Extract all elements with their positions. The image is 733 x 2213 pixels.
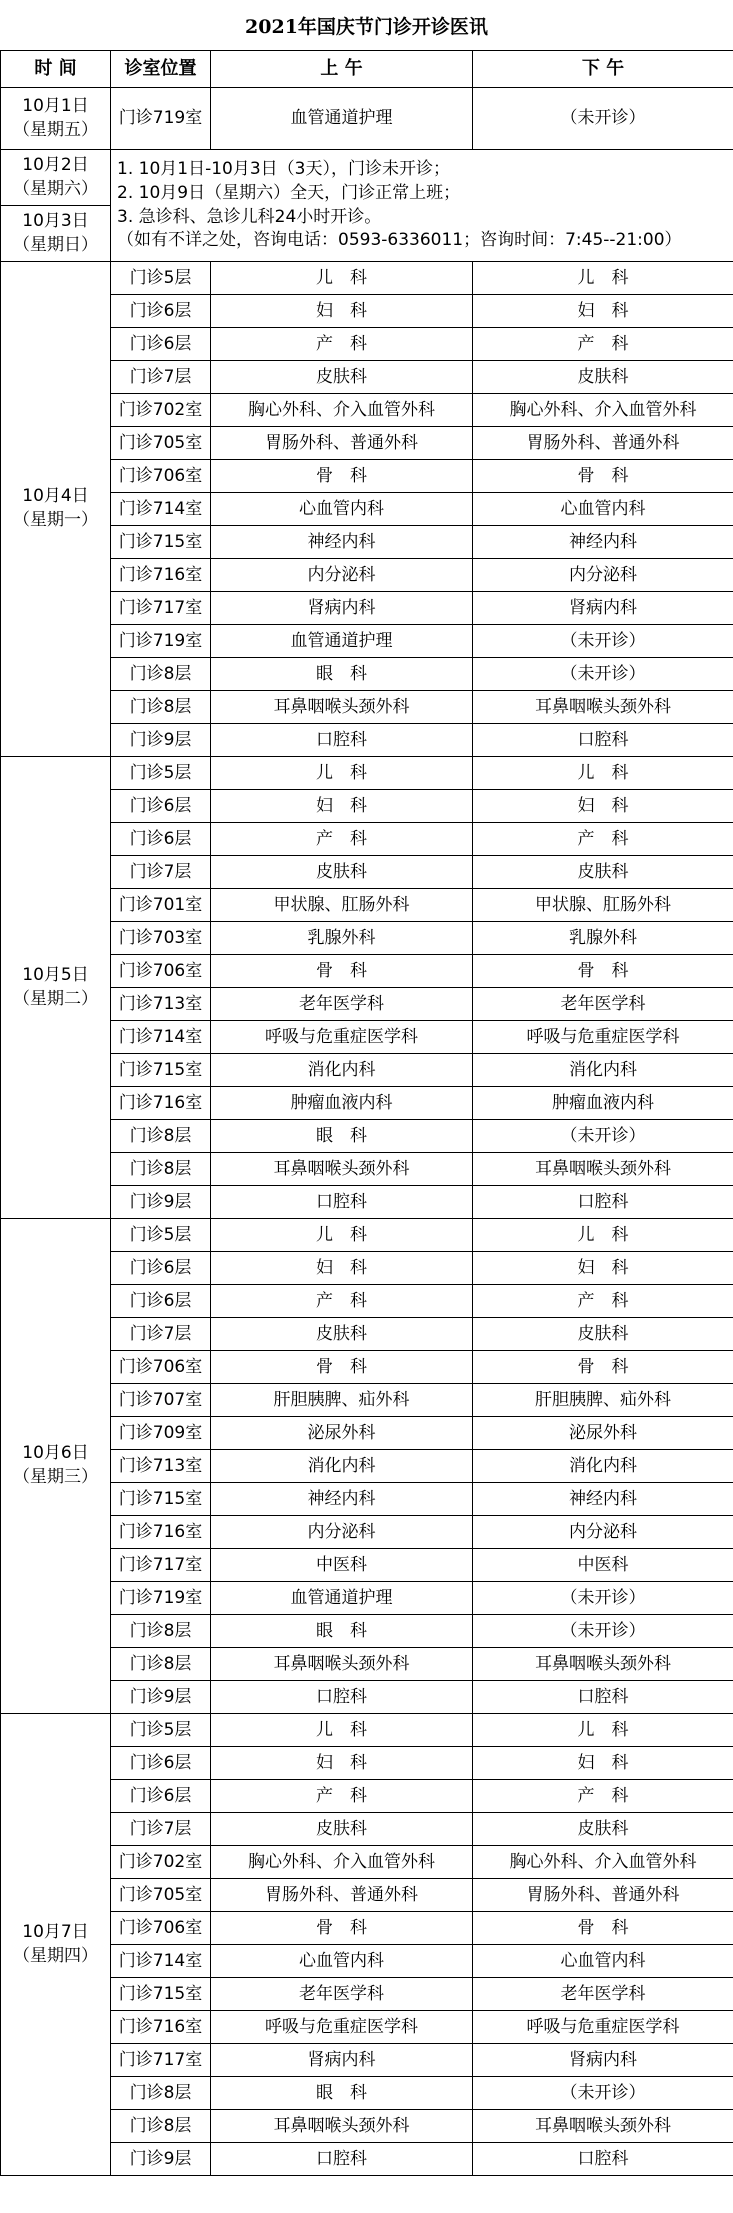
- pm-cell: 儿 科: [473, 757, 733, 790]
- room-cell: 门诊713室: [111, 1450, 211, 1483]
- schedule-row: [1, 1252, 733, 1285]
- schedule-row: [1, 592, 733, 625]
- schedule-row: [1, 1054, 733, 1087]
- am-cell: 皮肤科: [211, 361, 473, 394]
- schedule-row: [1, 1912, 733, 1945]
- am-cell: 甲状腺、肛肠外科: [211, 889, 473, 922]
- am-cell: 口腔科: [211, 1681, 473, 1714]
- schedule-row: [1, 1318, 733, 1351]
- schedule-row: [1, 394, 733, 427]
- schedule-row: [1, 1945, 733, 1978]
- room-cell: 门诊705室: [111, 1879, 211, 1912]
- room-cell: 门诊706室: [111, 1912, 211, 1945]
- am-cell: 胸心外科、介入血管外科: [211, 394, 473, 427]
- am-cell: 内分泌科: [211, 1516, 473, 1549]
- schedule-row: [1, 460, 733, 493]
- room-cell: 门诊716室: [111, 1516, 211, 1549]
- am-cell: 产 科: [211, 823, 473, 856]
- am-cell: 皮肤科: [211, 1318, 473, 1351]
- schedule-row: [1, 856, 733, 889]
- pm-cell: 耳鼻咽喉头颈外科: [473, 2110, 733, 2143]
- am-cell: 儿 科: [211, 1219, 473, 1252]
- schedule-row: [1, 2011, 733, 2044]
- room-cell: 门诊6层: [111, 790, 211, 823]
- room-cell: 门诊8层: [111, 691, 211, 724]
- am-cell: 消化内科: [211, 1450, 473, 1483]
- room-cell: 门诊717室: [111, 592, 211, 625]
- schedule-row: [1, 2110, 733, 2143]
- oct1-date-cell: [1, 88, 111, 150]
- pm-cell: 耳鼻咽喉头颈外科: [473, 691, 733, 724]
- room-cell: 门诊6层: [111, 295, 211, 328]
- schedule-row: [1, 691, 733, 724]
- oct2-date-cell: [1, 150, 111, 206]
- am-cell: 口腔科: [211, 1186, 473, 1219]
- am-cell: 老年医学科: [211, 988, 473, 1021]
- am-cell: 口腔科: [211, 2143, 473, 2176]
- oct1-room: 门诊719室: [111, 88, 211, 150]
- day-cell: [1, 1219, 111, 1714]
- room-cell: 门诊706室: [111, 1351, 211, 1384]
- holiday-notes: [111, 150, 733, 262]
- room-cell: 门诊707室: [111, 1384, 211, 1417]
- day-date: 10月5日: [22, 964, 89, 985]
- pm-cell: （未开诊）: [473, 2077, 733, 2110]
- pm-cell: 呼吸与危重症医学科: [473, 2011, 733, 2044]
- schedule-row: [1, 328, 733, 361]
- room-cell: 门诊715室: [111, 1054, 211, 1087]
- pm-cell: 心血管内科: [473, 1945, 733, 1978]
- schedule-row: [1, 2044, 733, 2077]
- am-cell: 泌尿外科: [211, 1417, 473, 1450]
- schedule-row: [1, 1450, 733, 1483]
- room-cell: 门诊5层: [111, 1219, 211, 1252]
- schedule-row: [1, 1978, 733, 2011]
- day-weekday: （星期二）: [13, 988, 98, 1009]
- room-cell: 门诊6层: [111, 1285, 211, 1318]
- room-cell: 门诊714室: [111, 1945, 211, 1978]
- pm-cell: 妇 科: [473, 1747, 733, 1780]
- room-cell: 门诊717室: [111, 1549, 211, 1582]
- am-cell: 肝胆胰脾、疝外科: [211, 1384, 473, 1417]
- am-cell: 老年医学科: [211, 1978, 473, 2011]
- header-room: 诊室位置: [111, 51, 211, 88]
- pm-cell: 呼吸与危重症医学科: [473, 1021, 733, 1054]
- am-cell: 皮肤科: [211, 1813, 473, 1846]
- room-cell: 门诊715室: [111, 1483, 211, 1516]
- am-cell: 神经内科: [211, 526, 473, 559]
- am-cell: 眼 科: [211, 2077, 473, 2110]
- am-cell: 肿瘤血液内科: [211, 1087, 473, 1120]
- am-cell: 儿 科: [211, 1714, 473, 1747]
- schedule-row: [1, 1483, 733, 1516]
- schedule-row: [1, 1681, 733, 1714]
- room-cell: 门诊7层: [111, 856, 211, 889]
- schedule-row: [1, 1780, 733, 1813]
- room-cell: 门诊715室: [111, 526, 211, 559]
- pm-cell: 老年医学科: [473, 1978, 733, 2011]
- schedule-row: [1, 262, 733, 295]
- room-cell: 门诊7层: [111, 361, 211, 394]
- schedule-row: [1, 1219, 733, 1252]
- am-cell: 眼 科: [211, 1615, 473, 1648]
- am-cell: 耳鼻咽喉头颈外科: [211, 1648, 473, 1681]
- oct3-date-cell: [1, 206, 111, 262]
- room-cell: 门诊5层: [111, 1714, 211, 1747]
- room-cell: 门诊716室: [111, 2011, 211, 2044]
- page-title: 2021年国庆节门诊开诊医讯: [245, 15, 488, 38]
- pm-cell: 产 科: [473, 328, 733, 361]
- am-cell: 呼吸与危重症医学科: [211, 1021, 473, 1054]
- pm-cell: 胃肠外科、普通外科: [473, 1879, 733, 1912]
- oct2-date: 10月2日: [22, 154, 89, 175]
- pm-cell: 胸心外科、介入血管外科: [473, 1846, 733, 1879]
- pm-cell: 骨 科: [473, 1912, 733, 1945]
- am-cell: 妇 科: [211, 1252, 473, 1285]
- schedule-row: [1, 295, 733, 328]
- am-cell: 眼 科: [211, 658, 473, 691]
- schedule-row: [1, 526, 733, 559]
- schedule-row: [1, 1648, 733, 1681]
- room-cell: 门诊6层: [111, 1780, 211, 1813]
- day-date: 10月7日: [22, 1921, 89, 1942]
- room-cell: 门诊6层: [111, 823, 211, 856]
- am-cell: 胸心外科、介入血管外科: [211, 1846, 473, 1879]
- room-cell: 门诊715室: [111, 1978, 211, 2011]
- room-cell: 门诊9层: [111, 2143, 211, 2176]
- room-cell: 门诊5层: [111, 757, 211, 790]
- schedule-row: [1, 724, 733, 757]
- am-cell: 产 科: [211, 1780, 473, 1813]
- pm-cell: 心血管内科: [473, 493, 733, 526]
- pm-cell: 肿瘤血液内科: [473, 1087, 733, 1120]
- room-cell: 门诊8层: [111, 1120, 211, 1153]
- am-cell: 皮肤科: [211, 856, 473, 889]
- pm-cell: 老年医学科: [473, 988, 733, 1021]
- schedule-row: [1, 1549, 733, 1582]
- schedule-row: [1, 1714, 733, 1747]
- pm-cell: 中医科: [473, 1549, 733, 1582]
- room-cell: 门诊719室: [111, 1582, 211, 1615]
- day-weekday: （星期四）: [13, 1945, 98, 1966]
- pm-cell: 肝胆胰脾、疝外科: [473, 1384, 733, 1417]
- schedule-row: [1, 757, 733, 790]
- am-cell: 神经内科: [211, 1483, 473, 1516]
- day-date: 10月4日: [22, 486, 89, 507]
- oct1-weekday: （星期五）: [13, 119, 98, 140]
- pm-cell: 内分泌科: [473, 1516, 733, 1549]
- am-cell: 呼吸与危重症医学科: [211, 2011, 473, 2044]
- am-cell: 骨 科: [211, 955, 473, 988]
- am-cell: 消化内科: [211, 1054, 473, 1087]
- room-cell: 门诊716室: [111, 559, 211, 592]
- am-cell: 妇 科: [211, 295, 473, 328]
- pm-cell: 妇 科: [473, 295, 733, 328]
- pm-cell: 消化内科: [473, 1054, 733, 1087]
- schedule-row: [1, 1747, 733, 1780]
- am-cell: 胃肠外科、普通外科: [211, 1879, 473, 1912]
- note-line: 2. 10月9日（星期六）全天，门诊正常上班；: [117, 182, 461, 203]
- pm-cell: 产 科: [473, 1285, 733, 1318]
- room-cell: 门诊713室: [111, 988, 211, 1021]
- oct1-pm: （未开诊）: [473, 88, 733, 150]
- am-cell: 中医科: [211, 1549, 473, 1582]
- pm-cell: 产 科: [473, 1780, 733, 1813]
- schedule-table: [0, 50, 733, 2176]
- schedule-row: [1, 2143, 733, 2176]
- am-cell: 心血管内科: [211, 1945, 473, 1978]
- oct1-row: [1, 88, 733, 150]
- header-am: 上 午: [211, 51, 473, 88]
- pm-cell: 胃肠外科、普通外科: [473, 427, 733, 460]
- pm-cell: 耳鼻咽喉头颈外科: [473, 1153, 733, 1186]
- room-cell: 门诊703室: [111, 922, 211, 955]
- pm-cell: （未开诊）: [473, 1582, 733, 1615]
- room-cell: 门诊8层: [111, 658, 211, 691]
- am-cell: 耳鼻咽喉头颈外科: [211, 2110, 473, 2143]
- day-cell: [1, 1714, 111, 2176]
- header-time: 时 间: [1, 51, 111, 88]
- schedule-row: [1, 427, 733, 460]
- schedule-row: [1, 2077, 733, 2110]
- room-cell: 门诊8层: [111, 2077, 211, 2110]
- am-cell: 血管通道护理: [211, 1582, 473, 1615]
- schedule-row: [1, 493, 733, 526]
- schedule-row: [1, 1153, 733, 1186]
- day-cell: [1, 757, 111, 1219]
- schedule-row: [1, 889, 733, 922]
- schedule-row: [1, 1384, 733, 1417]
- room-cell: 门诊701室: [111, 889, 211, 922]
- am-cell: 血管通道护理: [211, 625, 473, 658]
- pm-cell: 皮肤科: [473, 1813, 733, 1846]
- schedule-row: [1, 1813, 733, 1846]
- room-cell: 门诊706室: [111, 955, 211, 988]
- header-row: [1, 51, 733, 88]
- pm-cell: 神经内科: [473, 526, 733, 559]
- pm-cell: 口腔科: [473, 1681, 733, 1714]
- schedule-row: [1, 361, 733, 394]
- pm-cell: 耳鼻咽喉头颈外科: [473, 1648, 733, 1681]
- pm-cell: 皮肤科: [473, 361, 733, 394]
- room-cell: 门诊5层: [111, 262, 211, 295]
- oct2-row: [1, 150, 733, 206]
- am-cell: 儿 科: [211, 262, 473, 295]
- schedule-row: [1, 1087, 733, 1120]
- room-cell: 门诊9层: [111, 724, 211, 757]
- note-line: 3. 急诊科、急诊儿科24小时开诊。: [117, 206, 382, 227]
- am-cell: 妇 科: [211, 1747, 473, 1780]
- room-cell: 门诊7层: [111, 1318, 211, 1351]
- room-cell: 门诊6层: [111, 1747, 211, 1780]
- pm-cell: 妇 科: [473, 1252, 733, 1285]
- pm-cell: 口腔科: [473, 724, 733, 757]
- schedule-row: [1, 1120, 733, 1153]
- room-cell: 门诊719室: [111, 625, 211, 658]
- pm-cell: （未开诊）: [473, 625, 733, 658]
- room-cell: 门诊6层: [111, 328, 211, 361]
- pm-cell: 骨 科: [473, 460, 733, 493]
- pm-cell: 儿 科: [473, 1714, 733, 1747]
- am-cell: 肾病内科: [211, 2044, 473, 2077]
- room-cell: 门诊709室: [111, 1417, 211, 1450]
- schedule-row: [1, 1582, 733, 1615]
- am-cell: 产 科: [211, 328, 473, 361]
- pm-cell: 儿 科: [473, 262, 733, 295]
- pm-cell: 肾病内科: [473, 2044, 733, 2077]
- room-cell: 门诊9层: [111, 1186, 211, 1219]
- room-cell: 门诊7层: [111, 1813, 211, 1846]
- pm-cell: 妇 科: [473, 790, 733, 823]
- am-cell: 骨 科: [211, 460, 473, 493]
- note-line: （如有不详之处，咨询电话：0593-6336011；咨询时间：7:45--21:00）: [117, 230, 682, 251]
- pm-cell: 骨 科: [473, 955, 733, 988]
- am-cell: 口腔科: [211, 724, 473, 757]
- am-cell: 眼 科: [211, 1120, 473, 1153]
- pm-cell: 骨 科: [473, 1351, 733, 1384]
- room-cell: 门诊716室: [111, 1087, 211, 1120]
- day-cell: [1, 262, 111, 757]
- pm-cell: 产 科: [473, 823, 733, 856]
- pm-cell: 消化内科: [473, 1450, 733, 1483]
- header-pm: 下 午: [473, 51, 733, 88]
- oct3-weekday: （星期日）: [13, 234, 98, 255]
- am-cell: 耳鼻咽喉头颈外科: [211, 691, 473, 724]
- pm-cell: 皮肤科: [473, 856, 733, 889]
- room-cell: 门诊8层: [111, 1153, 211, 1186]
- am-cell: 心血管内科: [211, 493, 473, 526]
- schedule-row: [1, 559, 733, 592]
- pm-cell: 内分泌科: [473, 559, 733, 592]
- room-cell: 门诊702室: [111, 1846, 211, 1879]
- pm-cell: 泌尿外科: [473, 1417, 733, 1450]
- day-date: 10月6日: [22, 1443, 89, 1464]
- room-cell: 门诊6层: [111, 1252, 211, 1285]
- am-cell: 内分泌科: [211, 559, 473, 592]
- schedule-row: [1, 658, 733, 691]
- room-cell: 门诊702室: [111, 394, 211, 427]
- pm-cell: 甲状腺、肛肠外科: [473, 889, 733, 922]
- am-cell: 乳腺外科: [211, 922, 473, 955]
- schedule-row: [1, 823, 733, 856]
- schedule-row: [1, 790, 733, 823]
- room-cell: 门诊8层: [111, 1615, 211, 1648]
- schedule-row: [1, 1417, 733, 1450]
- pm-cell: 口腔科: [473, 1186, 733, 1219]
- room-cell: 门诊714室: [111, 1021, 211, 1054]
- schedule-row: [1, 1879, 733, 1912]
- schedule-row: [1, 1186, 733, 1219]
- am-cell: 骨 科: [211, 1351, 473, 1384]
- pm-cell: 胸心外科、介入血管外科: [473, 394, 733, 427]
- am-cell: 骨 科: [211, 1912, 473, 1945]
- schedule-row: [1, 625, 733, 658]
- schedule-row: [1, 1351, 733, 1384]
- am-cell: 胃肠外科、普通外科: [211, 427, 473, 460]
- pm-cell: （未开诊）: [473, 658, 733, 691]
- schedule-row: [1, 1846, 733, 1879]
- oct1-am: 血管通道护理: [211, 88, 473, 150]
- am-cell: 耳鼻咽喉头颈外科: [211, 1153, 473, 1186]
- am-cell: 妇 科: [211, 790, 473, 823]
- room-cell: 门诊8层: [111, 2110, 211, 2143]
- schedule-row: [1, 1615, 733, 1648]
- room-cell: 门诊8层: [111, 1648, 211, 1681]
- day-weekday: （星期三）: [13, 1467, 98, 1487]
- room-cell: 门诊9层: [111, 1681, 211, 1714]
- pm-cell: （未开诊）: [473, 1120, 733, 1153]
- pm-cell: 口腔科: [473, 2143, 733, 2176]
- pm-cell: （未开诊）: [473, 1615, 733, 1648]
- day-weekday: （星期一）: [13, 510, 98, 530]
- note-line: 1. 10月1日-10月3日（3天），门诊未开诊；: [117, 158, 450, 179]
- pm-cell: 皮肤科: [473, 1318, 733, 1351]
- am-cell: 儿 科: [211, 757, 473, 790]
- oct3-date: 10月3日: [22, 210, 89, 231]
- room-cell: 门诊706室: [111, 460, 211, 493]
- am-cell: 产 科: [211, 1285, 473, 1318]
- schedule-row: [1, 1516, 733, 1549]
- schedule-row: [1, 1285, 733, 1318]
- schedule-row: [1, 922, 733, 955]
- pm-cell: 神经内科: [473, 1483, 733, 1516]
- room-cell: 门诊705室: [111, 427, 211, 460]
- schedule-row: [1, 955, 733, 988]
- pm-cell: 肾病内科: [473, 592, 733, 625]
- oct1-date: 10月1日: [22, 95, 89, 116]
- pm-cell: 儿 科: [473, 1219, 733, 1252]
- schedule-row: [1, 988, 733, 1021]
- pm-cell: 乳腺外科: [473, 922, 733, 955]
- schedule-row: [1, 1021, 733, 1054]
- room-cell: 门诊714室: [111, 493, 211, 526]
- am-cell: 肾病内科: [211, 592, 473, 625]
- room-cell: 门诊717室: [111, 2044, 211, 2077]
- oct2-weekday: （星期六）: [13, 178, 98, 199]
